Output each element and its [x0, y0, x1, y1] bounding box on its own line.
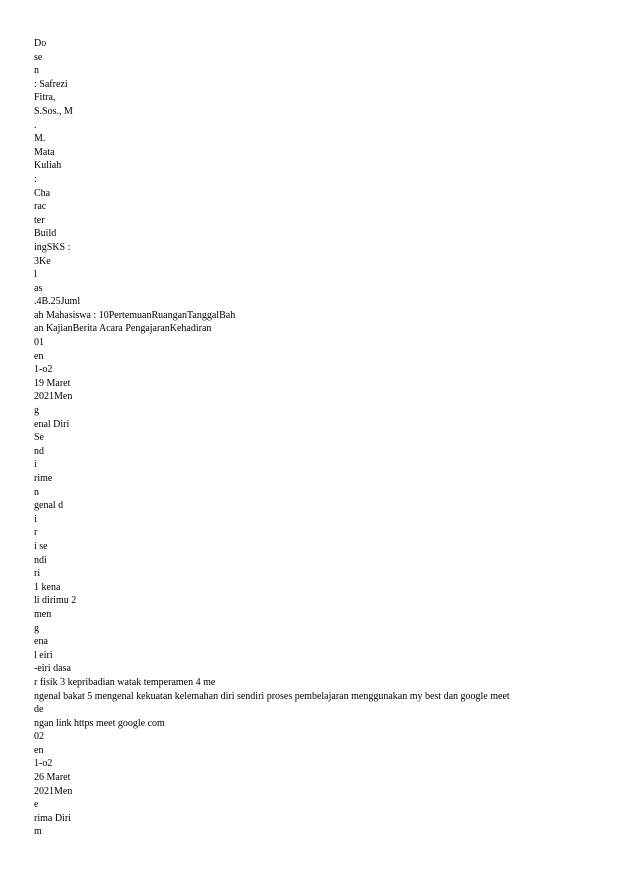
text-line: Se [34, 432, 44, 444]
text-line: rac [34, 201, 47, 213]
text-line: en [34, 744, 44, 756]
text-line: an KajianBerita Acara PengajaranKehadiran [34, 323, 212, 335]
text-line: r [34, 527, 38, 539]
text-line: men [34, 608, 52, 620]
text-line: i [34, 459, 37, 471]
text-line: ndi [34, 554, 47, 566]
text-line: 3Ke [34, 255, 51, 267]
text-line: ngan link https meet google com [34, 717, 165, 729]
text-line: nd [34, 445, 44, 457]
text-line: : Safrezi [34, 78, 68, 90]
text-line: Cha [34, 187, 51, 199]
text-line: se [34, 51, 43, 63]
text-line: ena [34, 636, 48, 648]
text-line: de [34, 704, 44, 716]
text-line: 19 Maret [34, 377, 71, 389]
text-line: Do [34, 38, 47, 49]
text-line: m [34, 826, 42, 838]
text-line: 2021Men [34, 391, 73, 403]
text-line: li dirimu 2 [34, 595, 77, 607]
text-line: rima Diri [34, 812, 71, 824]
text-line: 02 [34, 731, 44, 743]
text-line: 26 Maret [34, 772, 71, 784]
text-line: .4B.25Juml [34, 296, 81, 308]
text-line: S.Sos., M [34, 105, 73, 117]
text-line: Mata [34, 146, 55, 158]
text-line: 1 kena [34, 581, 61, 593]
text-line: g [34, 405, 39, 417]
text-line: n [34, 65, 39, 77]
text-line: enal Diri [34, 418, 70, 430]
text-line: rime [34, 473, 53, 484]
text-line: ah Mahasiswa : 10PertemuanRuanganTanggalBah [34, 309, 236, 321]
text-line: ter [34, 214, 45, 226]
text-line: n [34, 486, 39, 498]
text-line: ingSKS : [34, 241, 71, 253]
text-line: i se [34, 540, 48, 552]
text-line: en [34, 350, 44, 362]
text-line: 1-o2 [34, 758, 53, 770]
text-line: Fitra, [34, 92, 56, 104]
text-line: r fisik 3 kepribadian watak temperamen 4 me [34, 676, 216, 688]
text-line: 2021Men [34, 785, 73, 797]
text-line: ri [34, 568, 41, 580]
text-line: l [34, 269, 37, 281]
text-line: e [34, 799, 39, 811]
text-line: l eiri [34, 649, 53, 661]
text-line: i [34, 513, 37, 525]
text-line: M. [34, 133, 46, 145]
document-page [34, 37, 594, 839]
text-line: . [34, 119, 37, 131]
text-line: 1-o2 [34, 364, 53, 376]
text-line: Kuliah [34, 160, 62, 172]
text-line: as [34, 282, 43, 294]
text-line: Build [34, 228, 57, 240]
text-line: genal d [34, 500, 64, 512]
text-line: : [34, 173, 37, 185]
text-line: 01 [34, 337, 44, 349]
text-line: g [34, 622, 39, 634]
text-line: -eiri dasa [34, 663, 71, 675]
text-line: ngenal bakat 5 mengenal kekuatan kelemahan diri sendiri proses pembelajaran menggunakan my best dan google meet [34, 690, 510, 702]
